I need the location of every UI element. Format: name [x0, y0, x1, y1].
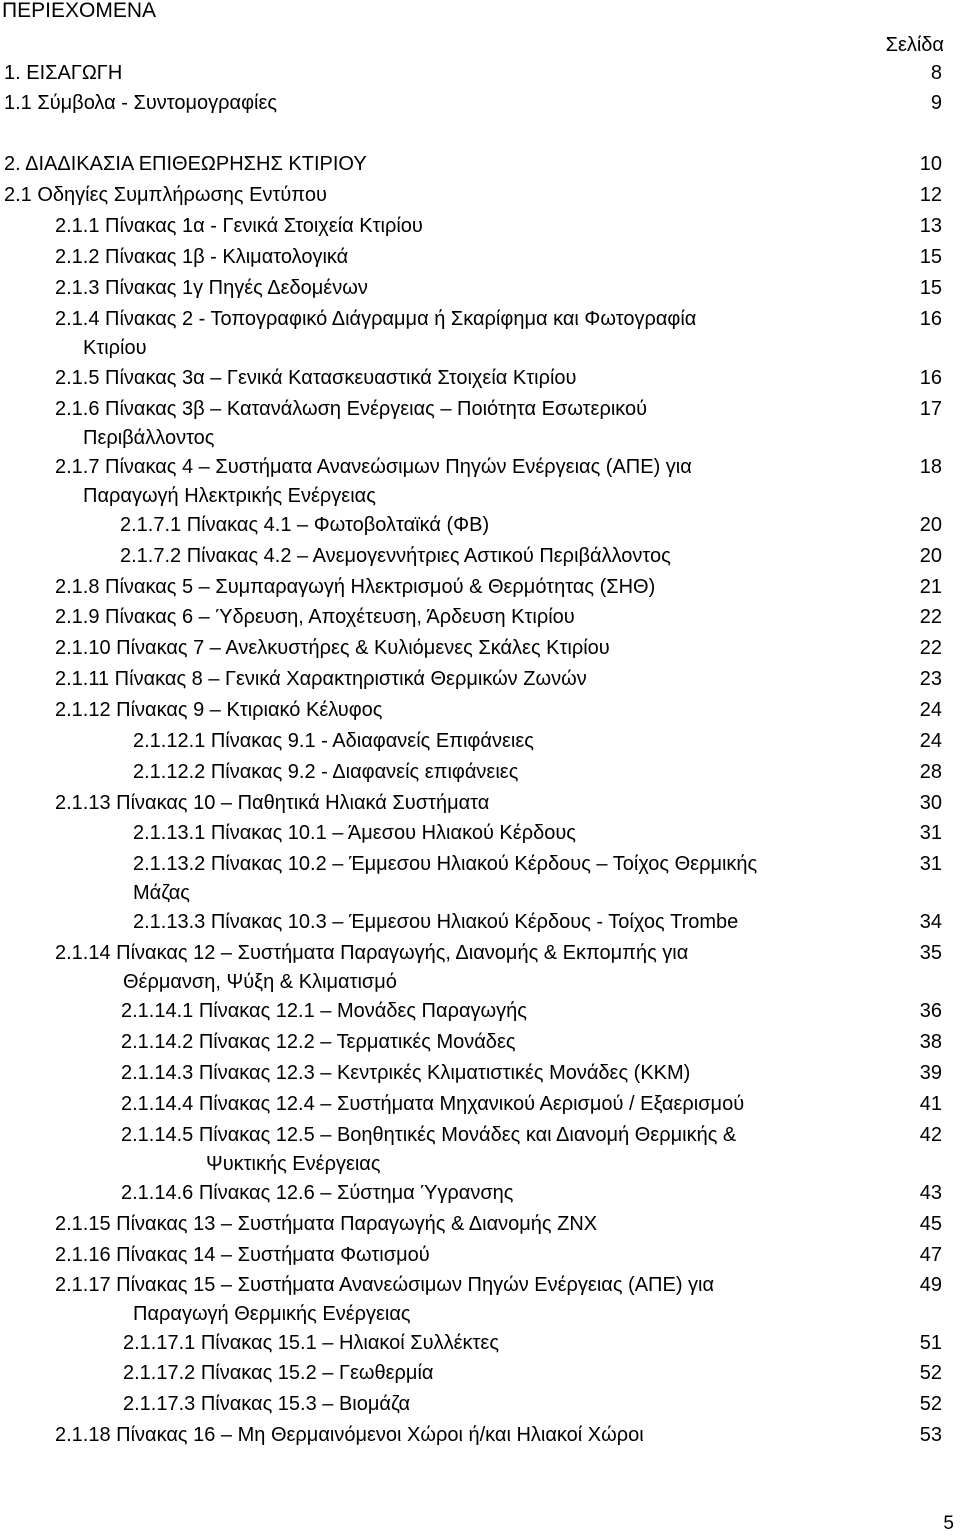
toc-entry-page-number: 10	[919, 153, 942, 175]
toc-entry-title: 2.1.13.3 Πίνακας 10.3 – Έμμεσου Ηλιακού Κέρδους - Τοίχος Trombe	[133, 911, 739, 933]
footer-page-number: 5	[943, 1513, 954, 1534]
toc-entry-title: 1.1 Σύμβολα - Συντομογραφίες	[4, 92, 278, 114]
toc-entry-page-number: 30	[919, 792, 942, 814]
toc-entry-page-number: 8	[930, 62, 942, 84]
toc-entry-title: 2.1.17 Πίνακας 15 – Συστήματα Ανανεώσιμων Πηγών Ενέργειας (ΑΠΕ) για	[55, 1274, 715, 1296]
toc-entry-title: 2.1.14.5 Πίνακας 12.5 – Βοηθητικές Μονάδες και Διανομή Θερμικής &	[121, 1124, 737, 1146]
toc-entry-page-number: 52	[919, 1393, 942, 1415]
page-column-label: Σελίδα	[885, 34, 944, 56]
toc-entry-title-continued: Θέρμανση, Ψύξη & Κλιματισμό	[123, 971, 397, 993]
toc-entry-page-number: 53	[919, 1424, 942, 1446]
toc-entry-title: 2.1.12.1 Πίνακας 9.1 - Αδιαφανείς Επιφάνειες	[133, 730, 534, 752]
toc-entry-title: 2.1.13.2 Πίνακας 10.2 – Έμμεσου Ηλιακού Κέρδους – Τοίχος Θερμικής	[133, 853, 758, 875]
toc-entry-page-number: 15	[919, 277, 942, 299]
toc-entry-title: 2.1.4 Πίνακας 2 - Τοπογραφικό Διάγραμμα ή Σκαρίφημα και Φωτογραφία	[55, 308, 697, 330]
toc-entry-title: 2.1.10 Πίνακας 7 – Ανελκυστήρες & Κυλιόμενες Σκάλες Κτιρίου	[55, 637, 610, 659]
toc-entry-page-number: 22	[919, 637, 942, 659]
toc-entry-title: 2.1.17.3 Πίνακας 15.3 – Βιομάζα	[123, 1393, 411, 1415]
toc-entry-title: 2.1.6 Πίνακας 3β – Κατανάλωση Ενέργειας – Ποιότητα Εσωτερικού	[55, 398, 648, 420]
toc-entry-page-number: 52	[919, 1362, 942, 1384]
toc-entry-page-number: 34	[919, 911, 942, 933]
toc-entry-page-number: 12	[919, 184, 942, 206]
toc-entry-page-number: 21	[919, 576, 942, 598]
toc-entry-title: 2.1.15 Πίνακας 13 – Συστήματα Παραγωγής & Διανομής ΖΝΧ	[55, 1213, 598, 1235]
toc-entry-page-number: 51	[919, 1332, 942, 1354]
toc-entry-page-number: 24	[919, 730, 942, 752]
page-title: ΠΕΡΙΕΧΟΜΕΝΑ	[2, 0, 157, 22]
toc-entry-page-number: 16	[919, 308, 942, 330]
toc-entry-title: 2.1.12 Πίνακας 9 – Κτιριακό Κέλυφος	[55, 699, 383, 721]
toc-entry-title: 2.1.14.4 Πίνακας 12.4 – Συστήματα Μηχανικού Αερισμού / Εξαερισμού	[121, 1093, 745, 1115]
toc-entry-title: 2.1.17.1 Πίνακας 15.1 – Ηλιακοί Συλλέκτες	[123, 1332, 499, 1354]
toc-entry-title: 2.1.7.1 Πίνακας 4.1 – Φωτοβολταϊκά (ΦΒ)	[120, 514, 490, 536]
toc-entry-page-number: 22	[919, 606, 942, 628]
toc-entry-page-number: 45	[919, 1213, 942, 1235]
toc-entry-title: 2.1.2 Πίνακας 1β - Κλιματολογικά	[55, 246, 349, 268]
toc-entry-title-continued: Κτιρίου	[83, 337, 147, 359]
toc-entry-title: 2.1.14 Πίνακας 12 – Συστήματα Παραγωγής, Διανομής & Εκπομπής για	[55, 942, 689, 964]
toc-entry-title: 2.1.14.2 Πίνακας 12.2 – Τερματικές Μονάδες	[121, 1031, 516, 1053]
toc-entry-page-number: 42	[919, 1124, 942, 1146]
toc-entry-title: 2.1 Οδηγίες Συμπλήρωσης Εντύπου	[4, 184, 327, 206]
toc-entry-page-number: 36	[919, 1000, 942, 1022]
toc-entry-title: 2. ΔΙΑΔΙΚΑΣΙΑ ΕΠΙΘΕΩΡΗΣΗΣ ΚΤΙΡΙΟΥ	[4, 153, 367, 175]
toc-entry-title-continued: Παραγωγή Ηλεκτρικής Ενέργειας	[83, 485, 376, 507]
toc-entry-title: 1. ΕΙΣΑΓΩΓΗ	[4, 62, 123, 84]
toc-entry-title: 2.1.14.1 Πίνακας 12.1 – Μονάδες Παραγωγής	[121, 1000, 527, 1022]
toc-entry-page-number: 24	[919, 699, 942, 721]
toc-entry-page-number: 23	[919, 668, 942, 690]
toc-entry-title: 2.1.7 Πίνακας 4 – Συστήματα Ανανεώσιμων Πηγών Ενέργειας (ΑΠΕ) για	[55, 456, 692, 478]
toc-entry-title: 2.1.14.6 Πίνακας 12.6 – Σύστημα Ύγρανσης	[121, 1182, 514, 1204]
toc-entry-title-continued: Ψυκτικής Ενέργειας	[206, 1153, 381, 1175]
toc-entry-page-number: 9	[930, 92, 942, 114]
toc-entry-title: 2.1.1 Πίνακας 1α - Γενικά Στοιχεία Κτιρίου	[55, 215, 423, 237]
toc-entry-title: 2.1.14.3 Πίνακας 12.3 – Κεντρικές Κλιματιστικές Μονάδες (ΚΚΜ)	[121, 1062, 691, 1084]
toc-entry-title: 2.1.17.2 Πίνακας 15.2 – Γεωθερμία	[123, 1362, 434, 1384]
toc-entry-page-number: 28	[919, 761, 942, 783]
toc-entry-page-number: 49	[919, 1274, 942, 1296]
toc-entry-title: 2.1.8 Πίνακας 5 – Συμπαραγωγή Ηλεκτρισμού & Θερμότητας (ΣΗΘ)	[55, 576, 656, 598]
toc-entry-title: 2.1.9 Πίνακας 6 – Ύδρευση, Αποχέτευση, Άρδευση Κτιρίου	[55, 606, 575, 628]
toc-entry-page-number: 20	[919, 545, 942, 567]
toc-entry-title: 2.1.3 Πίνακας 1γ Πηγές Δεδομένων	[55, 277, 368, 299]
toc-entry-page-number: 20	[919, 514, 942, 536]
toc-entry-page-number: 16	[919, 367, 942, 389]
toc-entry-page-number: 39	[919, 1062, 942, 1084]
toc-entry-page-number: 17	[919, 398, 942, 420]
toc-entry-page-number: 35	[919, 942, 942, 964]
toc-entry-page-number: 31	[919, 822, 942, 844]
toc-entry-title: 2.1.13.1 Πίνακας 10.1 – Άμεσου Ηλιακού Κέρδους	[133, 822, 576, 844]
toc-entry-title: 2.1.11 Πίνακας 8 – Γενικά Χαρακτηριστικά Θερμικών Ζωνών	[55, 668, 587, 690]
toc-entry-page-number: 47	[919, 1244, 942, 1266]
toc-entry-title-continued: Περιβάλλοντος	[83, 427, 215, 449]
toc-entry-page-number: 31	[919, 853, 942, 875]
toc-entry-page-number: 13	[919, 215, 942, 237]
toc-entry-page-number: 41	[919, 1093, 942, 1115]
toc-entry-title: 2.1.12.2 Πίνακας 9.2 - Διαφανείς επιφάνειες	[133, 761, 519, 783]
toc-entry-page-number: 38	[919, 1031, 942, 1053]
toc-entry-title: 2.1.13 Πίνακας 10 – Παθητικά Ηλιακά Συστήματα	[55, 792, 490, 814]
toc-entry-page-number: 18	[919, 456, 942, 478]
toc-entry-page-number: 15	[919, 246, 942, 268]
toc-entry-title: 2.1.18 Πίνακας 16 – Μη Θερμαινόμενοι Χώροι ή/και Ηλιακοί Χώροι	[55, 1424, 644, 1446]
toc-entry-title-continued: Μάζας	[133, 882, 190, 904]
toc-entry-title: 2.1.7.2 Πίνακας 4.2 – Ανεμογεννήτριες Αστικού Περιβάλλοντος	[120, 545, 671, 567]
toc-entry-title-continued: Παραγωγή Θερμικής Ενέργειας	[133, 1303, 411, 1325]
toc-entry-page-number: 43	[919, 1182, 942, 1204]
toc-entry-title: 2.1.16 Πίνακας 14 – Συστήματα Φωτισμού	[55, 1244, 430, 1266]
toc-entry-title: 2.1.5 Πίνακας 3α – Γενικά Κατασκευαστικά Στοιχεία Κτιρίου	[55, 367, 577, 389]
